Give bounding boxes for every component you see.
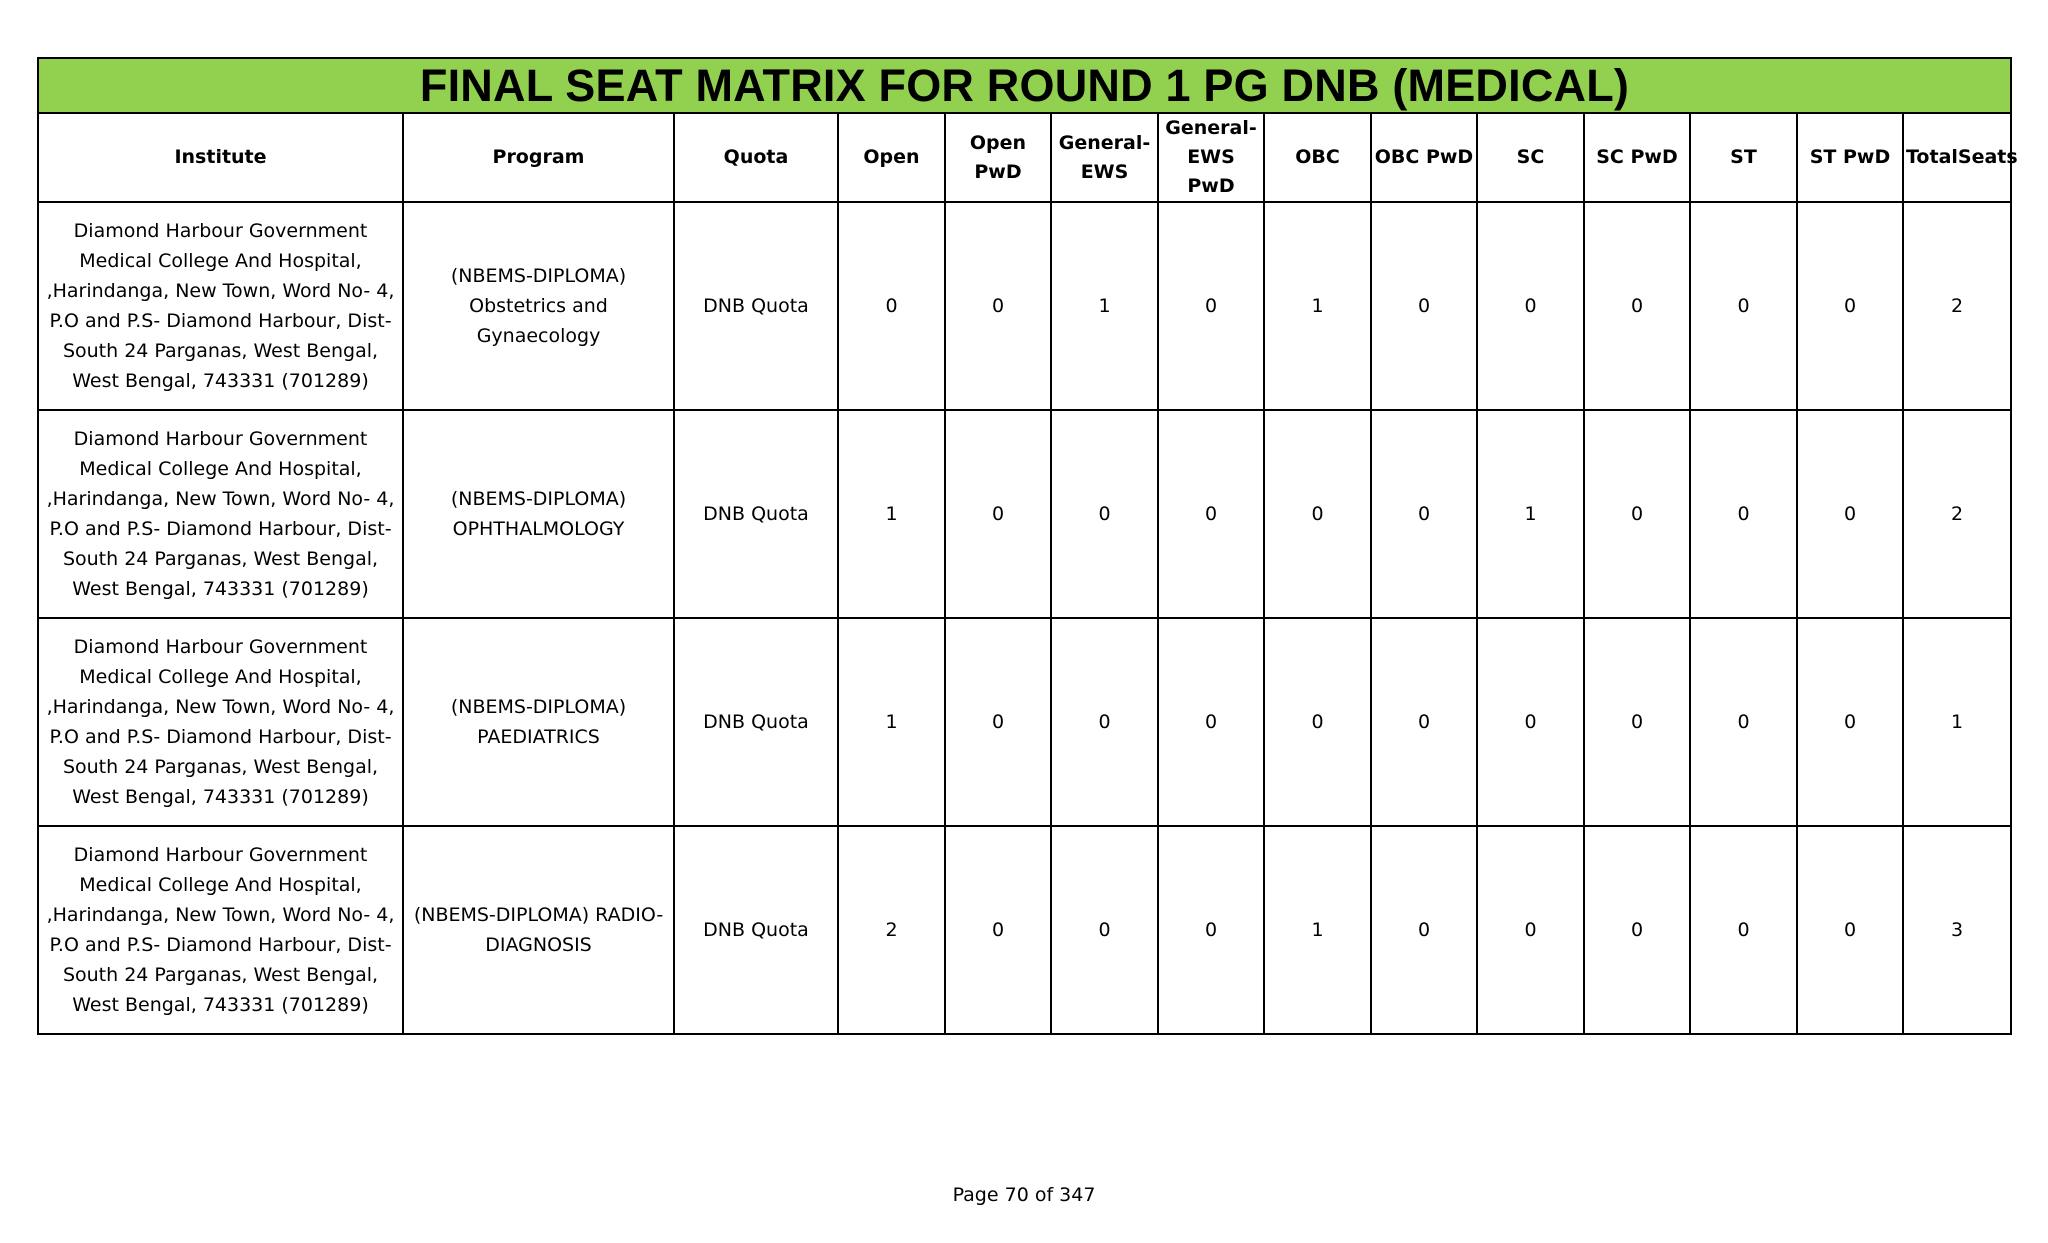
table-cell: DNB Quota: [674, 618, 838, 826]
table-cell: 1: [1264, 826, 1371, 1034]
seat-matrix-sheet: [37, 57, 2018, 1035]
table-cell: 0: [1264, 410, 1371, 618]
table-cell: 0: [1690, 618, 1797, 826]
table-cell: 0: [1477, 826, 1584, 1034]
table-cell: DNB Quota: [674, 410, 838, 618]
table-cell: DNB Quota: [674, 202, 838, 410]
table-cell: 0: [1584, 826, 1690, 1034]
table-cell: 0: [945, 202, 1051, 410]
table-body: [38, 202, 2011, 1034]
table-cell: 0: [1371, 202, 1477, 410]
table-cell: Diamond Harbour Government Medical College And Hospital, ,Harindanga, New Town, Word No- 4, P.O and P.S- Diamond Harbour, Dist- South 24 Parganas, West Bengal, West Bengal, 743331 (701289): [38, 410, 403, 618]
table-cell: 0: [1264, 618, 1371, 826]
column-header: Program: [403, 113, 674, 202]
table-row: [38, 826, 2011, 1034]
column-header: SC: [1477, 113, 1584, 202]
table-row: [38, 410, 2011, 618]
table-cell: 0: [1690, 826, 1797, 1034]
table-row: [38, 202, 2011, 410]
column-header: ST PwD: [1797, 113, 1903, 202]
table-cell: 0: [1158, 618, 1264, 826]
table-cell: (NBEMS-DIPLOMA) Obstetrics and Gynaecology: [403, 202, 674, 410]
seat-matrix-table: [37, 57, 2018, 1035]
table-cell: 0: [1690, 410, 1797, 618]
column-header: Open: [838, 113, 945, 202]
table-cell: 0: [1584, 410, 1690, 618]
table-cell: DNB Quota: [674, 826, 838, 1034]
table-cell: Diamond Harbour Government Medical College And Hospital, ,Harindanga, New Town, Word No- 4, P.O and P.S- Diamond Harbour, Dist- South 24 Parganas, West Bengal, West Bengal, 743331 (701289): [38, 826, 403, 1034]
table-cell: 2: [1903, 410, 2011, 618]
column-header: TotalSeats: [1903, 113, 2011, 202]
table-cell: 0: [1158, 410, 1264, 618]
column-header: General-EWS PwD: [1158, 113, 1264, 202]
column-header: General-EWS: [1051, 113, 1158, 202]
table-cell: 0: [1051, 618, 1158, 826]
table-cell: Diamond Harbour Government Medical College And Hospital, ,Harindanga, New Town, Word No- 4, P.O and P.S- Diamond Harbour, Dist- South 24 Parganas, West Bengal, West Bengal, 743331 (701289): [38, 202, 403, 410]
table-cell: 0: [945, 410, 1051, 618]
column-header: ST: [1690, 113, 1797, 202]
column-header: Open PwD: [945, 113, 1051, 202]
table-cell: 0: [1797, 410, 1903, 618]
page-number: Page 70 of 347: [952, 1184, 1096, 1206]
table-cell: 0: [1690, 202, 1797, 410]
table-cell: 0: [1797, 826, 1903, 1034]
table-cell: (NBEMS-DIPLOMA) RADIO-DIAGNOSIS: [403, 826, 674, 1034]
table-cell: (NBEMS-DIPLOMA) PAEDIATRICS: [403, 618, 674, 826]
table-cell: 1: [1051, 202, 1158, 410]
table-cell: (NBEMS-DIPLOMA) OPHTHALMOLOGY: [403, 410, 674, 618]
table-cell: 0: [1158, 202, 1264, 410]
table-cell: 1: [1477, 410, 1584, 618]
table-cell: 0: [1371, 826, 1477, 1034]
table-cell: 0: [1477, 618, 1584, 826]
column-header: Quota: [674, 113, 838, 202]
table-cell: 2: [1903, 202, 2011, 410]
page-title: FINAL SEAT MATRIX FOR ROUND 1 PG DNB (MEDICAL): [38, 58, 2011, 113]
table-cell: 0: [1797, 202, 1903, 410]
column-header: OBC: [1264, 113, 1371, 202]
table-cell: 0: [1477, 202, 1584, 410]
table-cell: 0: [1371, 410, 1477, 618]
table-cell: 0: [1371, 618, 1477, 826]
table-cell: 0: [945, 826, 1051, 1034]
table-cell: 1: [1903, 618, 2011, 826]
table-cell: Diamond Harbour Government Medical College And Hospital, ,Harindanga, New Town, Word No- 4, P.O and P.S- Diamond Harbour, Dist- South 24 Parganas, West Bengal, West Bengal, 743331 (701289): [38, 618, 403, 826]
table-cell: 3: [1903, 826, 2011, 1034]
column-header: SC PwD: [1584, 113, 1690, 202]
table-cell: 0: [1051, 410, 1158, 618]
column-header: Institute: [38, 113, 403, 202]
table-cell: 0: [1051, 826, 1158, 1034]
table-cell: 0: [1158, 826, 1264, 1034]
table-row: [38, 618, 2011, 826]
table-cell: 0: [1584, 202, 1690, 410]
table-cell: 1: [838, 410, 945, 618]
column-header: OBC PwD: [1371, 113, 1477, 202]
table-cell: 0: [1797, 618, 1903, 826]
table-cell: 0: [945, 618, 1051, 826]
table-cell: 0: [1584, 618, 1690, 826]
table-cell: 2: [838, 826, 945, 1034]
table-cell: 1: [1264, 202, 1371, 410]
table-header-row: [38, 113, 2011, 202]
table-cell: 1: [838, 618, 945, 826]
table-cell: 0: [838, 202, 945, 410]
